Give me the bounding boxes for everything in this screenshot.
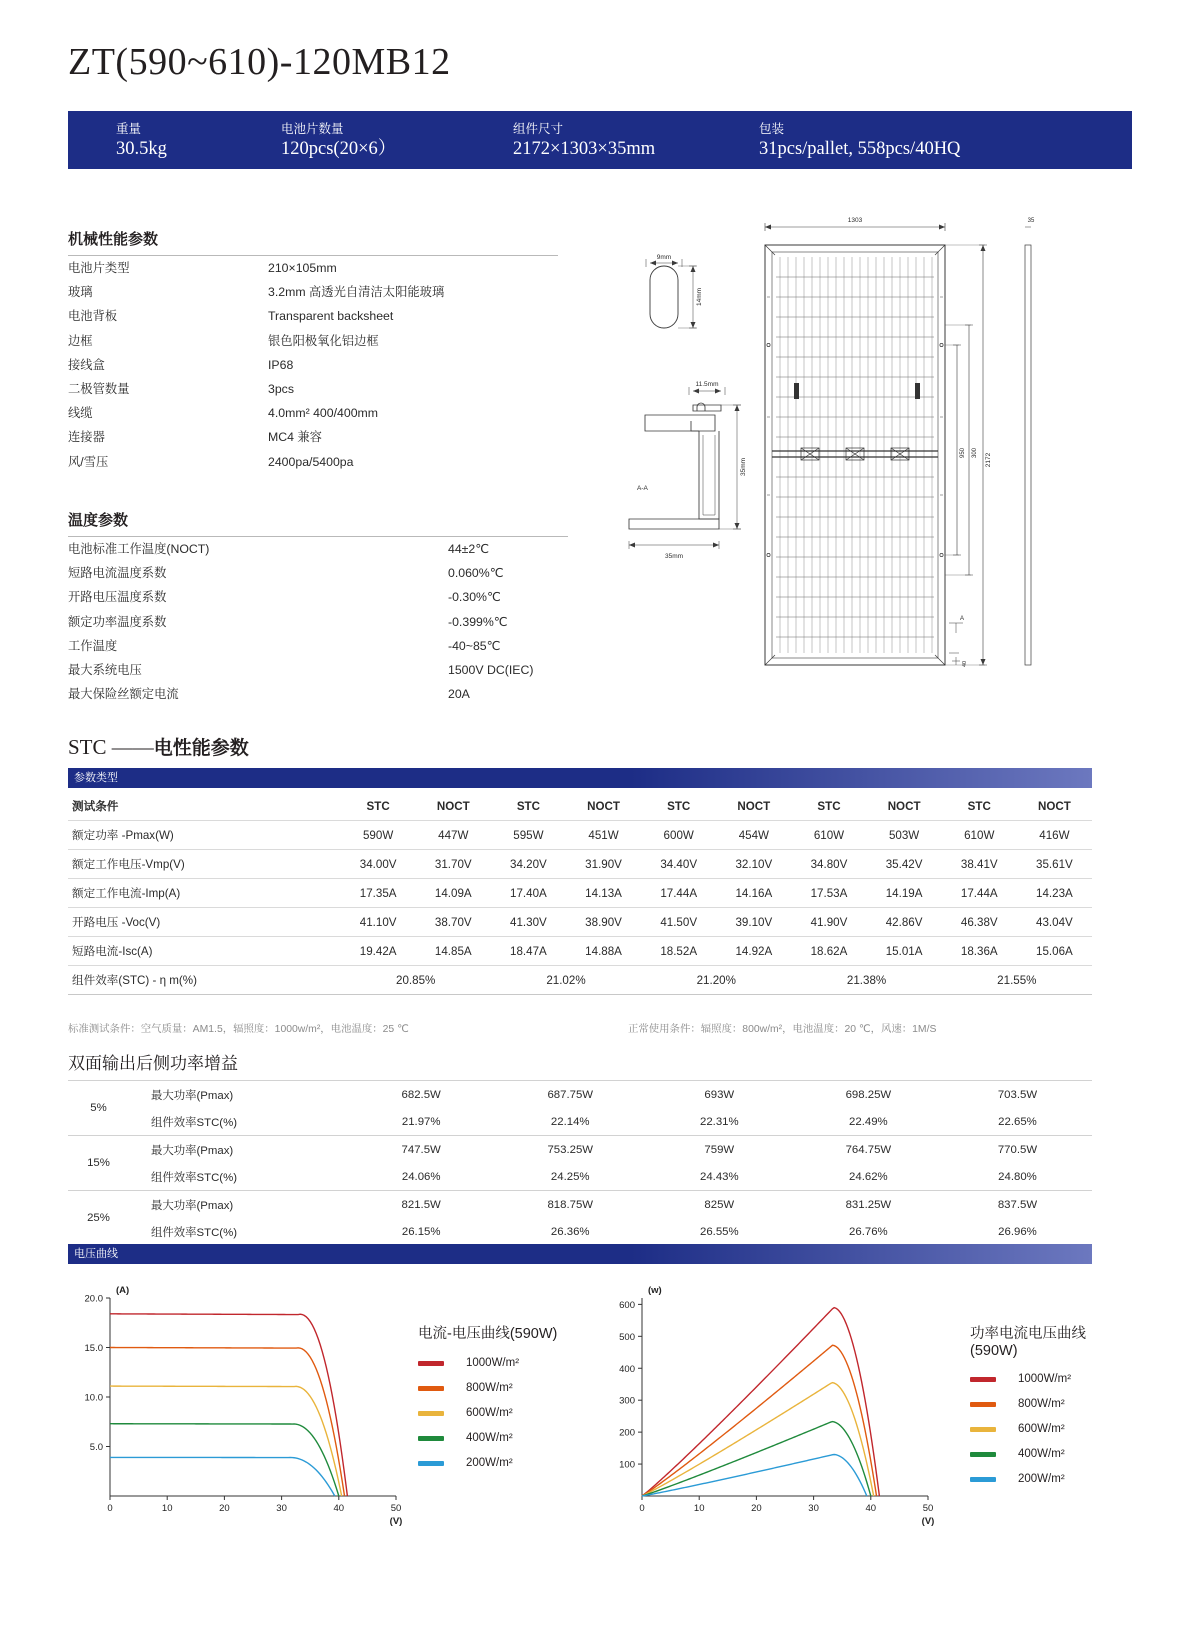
cell: 41.90V bbox=[791, 908, 866, 937]
svg-text:(A): (A) bbox=[116, 1285, 130, 1296]
cell: 26.76% bbox=[794, 1218, 943, 1246]
spec-row bbox=[68, 377, 558, 401]
spec-row bbox=[68, 634, 568, 658]
cell: 759W bbox=[645, 1136, 794, 1164]
row-label: 测试条件 bbox=[68, 792, 341, 821]
cell: 41.50V bbox=[641, 908, 716, 937]
row-label: 额定工作电流-Imp(A) bbox=[68, 879, 341, 908]
cell: 770.5W bbox=[943, 1136, 1092, 1164]
legend-color-swatch bbox=[970, 1452, 996, 1457]
iv-chart-svg bbox=[68, 1280, 408, 1530]
cell: 39.10V bbox=[716, 908, 791, 937]
iv-chart-title: 电流-电压曲线(590W) bbox=[418, 1326, 558, 1342]
summary-label: 电池片数量 bbox=[281, 121, 344, 136]
spec-row bbox=[68, 353, 558, 377]
table-row bbox=[68, 966, 1092, 995]
drawing-dim-35: 35 bbox=[1027, 218, 1035, 224]
cell: 26.15% bbox=[347, 1218, 496, 1246]
spec-row bbox=[68, 450, 558, 474]
summary-item-cell-count bbox=[281, 121, 513, 160]
spec-value: 3pcs bbox=[268, 382, 294, 397]
spec-key: 风/雪压 bbox=[68, 454, 109, 469]
cell: 18.52A bbox=[641, 937, 716, 966]
col-header: STC bbox=[341, 792, 416, 821]
cell: 503W bbox=[867, 821, 942, 850]
cell: 15.06A bbox=[1017, 937, 1092, 966]
cell: 698.25W bbox=[794, 1081, 943, 1109]
stc-heading bbox=[68, 733, 249, 760]
svg-text:300: 300 bbox=[619, 1395, 635, 1407]
drawing-dim-height: 2172 bbox=[985, 452, 992, 468]
cell: 764.75W bbox=[794, 1136, 943, 1164]
svg-text:5.0: 5.0 bbox=[89, 1442, 103, 1453]
cell: 41.10V bbox=[341, 908, 416, 937]
cell: 42.86V bbox=[867, 908, 942, 937]
svg-text:200: 200 bbox=[619, 1427, 635, 1439]
spec-value: 2400pa/5400pa bbox=[268, 454, 354, 469]
legend-color-swatch bbox=[970, 1402, 996, 1407]
svg-text:40: 40 bbox=[333, 1503, 345, 1514]
cell: 38.90V bbox=[566, 908, 641, 937]
drawing-hole-height: 14mm bbox=[696, 287, 703, 307]
svg-text:600: 600 bbox=[619, 1299, 635, 1311]
cell: 687.75W bbox=[496, 1081, 645, 1109]
row-label: 最大功率(Pmax) bbox=[129, 1081, 347, 1109]
cell: 17.53A bbox=[791, 879, 866, 908]
spec-value: 3.2mm 高透光自清洁太阳能玻璃 bbox=[268, 285, 445, 300]
spec-key: 短路电流温度系数 bbox=[68, 566, 167, 581]
svg-text:(V): (V) bbox=[921, 1516, 935, 1527]
svg-text:(V): (V) bbox=[389, 1516, 403, 1527]
summary-label: 包装 bbox=[759, 121, 785, 136]
table-row bbox=[68, 937, 1092, 966]
footnote-standard-conditions: 标准测试条件：空气质量：AM1.5，辐照度：1000w/m²，电池温度：25 ℃ bbox=[68, 1024, 409, 1035]
svg-text:10: 10 bbox=[693, 1503, 705, 1514]
spec-value: -0.30%℃ bbox=[448, 590, 501, 605]
spec-row bbox=[68, 401, 558, 425]
cell: 610W bbox=[942, 821, 1017, 850]
mechanical-title: 机械性能参数 bbox=[68, 228, 558, 256]
spec-key: 电池标准工作温度(NOCT) bbox=[68, 542, 210, 556]
col-header: NOCT bbox=[716, 792, 791, 821]
cell: 17.40A bbox=[491, 879, 566, 908]
cell: 21.20% bbox=[641, 966, 791, 995]
svg-text:400: 400 bbox=[619, 1363, 635, 1375]
drawing-svg bbox=[615, 205, 1115, 695]
col-header: STC bbox=[491, 792, 566, 821]
cell: 22.14% bbox=[550, 1115, 590, 1128]
svg-text:10: 10 bbox=[161, 1503, 173, 1514]
spec-row bbox=[68, 682, 568, 706]
spec-key: 最大系统电压 bbox=[68, 663, 142, 678]
temperature-title: 温度参数 bbox=[68, 509, 568, 537]
cell: 24.80% bbox=[998, 1170, 1037, 1183]
summary-item-packaging bbox=[759, 121, 1089, 160]
cell: 35.61V bbox=[1017, 850, 1092, 879]
temperature-rows bbox=[68, 537, 568, 706]
stc-heading-bold: 电性能参数 bbox=[153, 738, 249, 759]
spec-value: 0.060%℃ bbox=[448, 566, 504, 581]
spec-row bbox=[68, 329, 558, 353]
spec-value: 44±2℃ bbox=[448, 542, 490, 556]
svg-text:20.0: 20.0 bbox=[84, 1293, 103, 1305]
pv-chart-svg bbox=[600, 1280, 940, 1530]
summary-item-dimensions bbox=[513, 121, 759, 160]
cell: 34.20V bbox=[491, 850, 566, 879]
legend-color-swatch bbox=[418, 1361, 444, 1366]
legend-label: 200W/m² bbox=[466, 1457, 513, 1469]
cell: 610W bbox=[791, 821, 866, 850]
table-row bbox=[68, 1218, 1092, 1246]
cell: 17.44A bbox=[641, 879, 716, 908]
spec-key: 最大保险丝额定电流 bbox=[68, 687, 179, 702]
cell: 22.65% bbox=[998, 1115, 1037, 1128]
cell: 15.01A bbox=[867, 937, 942, 966]
bifacial-table bbox=[68, 1080, 1092, 1246]
legend-label: 800W/m² bbox=[1018, 1398, 1065, 1410]
page-title: ZT(590~610)-120MB12 bbox=[68, 41, 451, 83]
legend-item bbox=[970, 1398, 1120, 1410]
iv-legend bbox=[418, 1322, 557, 1482]
spec-key: 工作温度 bbox=[68, 638, 118, 653]
summary-value: 120pcs(20×6） bbox=[281, 138, 397, 159]
cell: 14.23A bbox=[1017, 879, 1092, 908]
summary-band bbox=[68, 111, 1132, 169]
spec-key: 玻璃 bbox=[68, 285, 93, 300]
summary-item-weight bbox=[116, 121, 281, 160]
legend-label: 1000W/m² bbox=[1018, 1373, 1072, 1385]
cell: 34.80V bbox=[791, 850, 866, 879]
panel-technical-drawing bbox=[615, 205, 1115, 695]
cell: 31.70V bbox=[416, 850, 491, 879]
summary-value: 30.5kg bbox=[116, 138, 167, 159]
cell: 21.02% bbox=[491, 966, 641, 995]
spec-key: 二极管数量 bbox=[68, 382, 130, 397]
footnote-normal-conditions: 正常使用条件：辐照度：800w/m²，电池温度：20 ℃，风速：1M/S bbox=[628, 1024, 937, 1035]
cell: 595W bbox=[491, 821, 566, 850]
spec-row bbox=[68, 425, 558, 449]
cell: 17.35A bbox=[341, 879, 416, 908]
bifacial-pct: 25% bbox=[68, 1191, 129, 1246]
legend-label: 200W/m² bbox=[1018, 1473, 1065, 1485]
cell: 825W bbox=[645, 1191, 794, 1219]
cell: 753.25W bbox=[496, 1136, 645, 1164]
drawing-frame-width: 11.5mm bbox=[695, 381, 719, 388]
spec-value: 20A bbox=[448, 687, 470, 702]
pv-chart-title: 功率电流电压曲线(590W) bbox=[970, 1326, 1086, 1359]
legend-label: 400W/m² bbox=[1018, 1448, 1065, 1460]
row-label: 组件效率STC(%) bbox=[150, 1116, 238, 1129]
legend-color-swatch bbox=[970, 1427, 996, 1432]
cell: 590W bbox=[341, 821, 416, 850]
table-row bbox=[68, 879, 1092, 908]
cell: 14.13A bbox=[566, 879, 641, 908]
drawing-section-mark: A bbox=[960, 616, 965, 622]
spec-row bbox=[68, 280, 558, 304]
row-label: 额定功率 -Pmax(W) bbox=[68, 821, 341, 850]
svg-text:20: 20 bbox=[219, 1503, 230, 1514]
spec-key: 电池片类型 bbox=[68, 261, 130, 275]
spec-value: Transparent backsheet bbox=[268, 309, 394, 324]
spec-row bbox=[68, 610, 568, 634]
cell: 21.55% bbox=[942, 966, 1092, 995]
col-header: NOCT bbox=[867, 792, 942, 821]
table-row bbox=[68, 792, 1092, 821]
row-label: 组件效率(STC) - η m(%) bbox=[68, 966, 341, 995]
spec-value: -0.399%℃ bbox=[448, 614, 508, 629]
table-row bbox=[68, 1108, 1092, 1136]
spec-key: 线缆 bbox=[68, 406, 93, 421]
cell: 43.04V bbox=[1017, 908, 1092, 937]
svg-text:40: 40 bbox=[865, 1503, 877, 1514]
legend-label: 800W/m² bbox=[466, 1382, 513, 1394]
svg-text:30: 30 bbox=[276, 1503, 287, 1514]
cell: 26.36% bbox=[496, 1218, 645, 1246]
svg-text:0: 0 bbox=[107, 1503, 113, 1514]
spec-row bbox=[68, 537, 568, 561]
cell: 600W bbox=[641, 821, 716, 850]
spec-key: 连接器 bbox=[68, 430, 105, 445]
cell: 451W bbox=[566, 821, 641, 850]
cell: 818.75W bbox=[496, 1191, 645, 1219]
cell: 24.43% bbox=[699, 1170, 739, 1183]
spec-value: 1500V DC(IEC) bbox=[448, 663, 534, 678]
cell: 703.5W bbox=[943, 1081, 1092, 1109]
spec-key: 额定功率温度系数 bbox=[68, 614, 167, 629]
col-header: STC bbox=[641, 792, 716, 821]
spec-value: 4.0mm² 400/400mm bbox=[268, 406, 379, 421]
table-row bbox=[68, 1163, 1092, 1191]
cell: 24.06% bbox=[401, 1170, 441, 1183]
spec-row bbox=[68, 658, 568, 682]
legend-color-swatch bbox=[970, 1377, 996, 1382]
cell: 32.10V bbox=[716, 850, 791, 879]
col-header: NOCT bbox=[1017, 792, 1092, 821]
cell: 34.40V bbox=[641, 850, 716, 879]
spec-key: 开路电压温度系数 bbox=[68, 590, 167, 605]
table-row bbox=[68, 1191, 1092, 1219]
svg-text:(w): (w) bbox=[648, 1285, 662, 1296]
row-label: 最大功率(Pmax) bbox=[129, 1136, 347, 1164]
stc-table bbox=[68, 792, 1092, 995]
bifacial-pct: 5% bbox=[68, 1081, 129, 1136]
legend-item bbox=[970, 1423, 1120, 1435]
stc-bar-label: 参数类型 bbox=[68, 768, 1092, 788]
summary-value: 2172×1303×35mm bbox=[513, 138, 656, 159]
spec-row bbox=[68, 304, 558, 328]
cell: 18.47A bbox=[491, 937, 566, 966]
cell: 21.38% bbox=[791, 966, 941, 995]
cell: 20.85% bbox=[341, 966, 491, 995]
svg-text:50: 50 bbox=[922, 1503, 934, 1514]
cell: 38.41V bbox=[942, 850, 1017, 879]
spec-row bbox=[68, 585, 568, 609]
legend-item bbox=[970, 1373, 1120, 1385]
stc-footnote bbox=[68, 1020, 1092, 1035]
cell: 14.16A bbox=[716, 879, 791, 908]
table-row bbox=[68, 850, 1092, 879]
svg-text:100: 100 bbox=[619, 1459, 635, 1471]
cell: 454W bbox=[716, 821, 791, 850]
cell: 447W bbox=[416, 821, 491, 850]
cell: 837.5W bbox=[943, 1191, 1092, 1219]
legend-color-swatch bbox=[418, 1386, 444, 1391]
cell: 22.49% bbox=[849, 1115, 888, 1128]
spec-value: 210×105mm bbox=[268, 261, 337, 275]
legend-color-swatch bbox=[418, 1411, 444, 1416]
cell: 19.42A bbox=[341, 937, 416, 966]
svg-text:10.0: 10.0 bbox=[84, 1392, 103, 1404]
spec-key: 电池背板 bbox=[68, 309, 118, 324]
cell: 24.25% bbox=[550, 1170, 590, 1183]
bifacial-title: 双面输出后侧功率增益 bbox=[68, 1054, 238, 1073]
row-label: 组件效率STC(%) bbox=[150, 1171, 238, 1184]
col-header: NOCT bbox=[566, 792, 641, 821]
spec-key: 接线盒 bbox=[68, 357, 105, 372]
mechanical-rows bbox=[68, 256, 558, 474]
legend-color-swatch bbox=[418, 1436, 444, 1441]
spec-key: 边框 bbox=[68, 333, 93, 348]
cell: 35.42V bbox=[867, 850, 942, 879]
spec-value: IP68 bbox=[268, 357, 294, 372]
temperature-section bbox=[68, 509, 568, 706]
drawing-hole-width: 9mm bbox=[656, 254, 672, 261]
cell: 18.62A bbox=[791, 937, 866, 966]
legend-item bbox=[418, 1457, 557, 1469]
svg-text:20: 20 bbox=[751, 1503, 762, 1514]
svg-text:30: 30 bbox=[808, 1503, 819, 1514]
cell: 17.44A bbox=[942, 879, 1017, 908]
row-label: 最大功率(Pmax) bbox=[129, 1191, 347, 1219]
cell: 14.88A bbox=[566, 937, 641, 966]
summary-value: 31pcs/pallet, 558pcs/40HQ bbox=[759, 138, 961, 159]
spec-value: 银色阳极氧化铝边框 bbox=[268, 333, 379, 348]
cell: 21.97% bbox=[401, 1115, 441, 1128]
pv-legend bbox=[970, 1322, 1120, 1498]
row-label: 额定工作电压-Vmp(V) bbox=[68, 850, 341, 879]
curves-bar-label: 电压曲线 bbox=[68, 1244, 1092, 1264]
cell: 24.62% bbox=[849, 1170, 888, 1183]
drawing-frame-height: 35mm bbox=[740, 457, 747, 477]
cell: 14.85A bbox=[416, 937, 491, 966]
cell: 682.5W bbox=[347, 1081, 496, 1109]
cell: 26.96% bbox=[943, 1218, 1092, 1246]
svg-text:500: 500 bbox=[619, 1331, 635, 1343]
svg-text:15.0: 15.0 bbox=[84, 1343, 103, 1354]
svg-text:50: 50 bbox=[390, 1503, 402, 1514]
drawing-dim-950: 950 bbox=[960, 447, 966, 459]
cell: 693W bbox=[645, 1081, 794, 1109]
col-header: NOCT bbox=[416, 792, 491, 821]
cell: 831.25W bbox=[794, 1191, 943, 1219]
spec-value: -40~85℃ bbox=[448, 638, 501, 653]
legend-label: 600W/m² bbox=[1018, 1423, 1065, 1435]
row-label: 组件效率STC(%) bbox=[129, 1218, 347, 1246]
table-row bbox=[68, 1081, 1092, 1109]
cell: 747.5W bbox=[347, 1136, 496, 1164]
mechanical-section bbox=[68, 228, 558, 474]
cell: 14.92A bbox=[716, 937, 791, 966]
cell: 26.55% bbox=[645, 1218, 794, 1246]
pv-curve-chart bbox=[600, 1280, 1120, 1570]
legend-item bbox=[970, 1448, 1120, 1460]
cell: 41.30V bbox=[491, 908, 566, 937]
cell: 38.70V bbox=[416, 908, 491, 937]
cell: 821.5W bbox=[347, 1191, 496, 1219]
cell: 34.00V bbox=[341, 850, 416, 879]
drawing-dim-width: 1303 bbox=[847, 217, 863, 224]
stc-heading-prefix: STC —— bbox=[68, 735, 154, 759]
legend-item bbox=[418, 1407, 557, 1419]
spec-row bbox=[68, 561, 568, 585]
spec-row bbox=[68, 256, 558, 280]
table-row bbox=[68, 821, 1092, 850]
drawing-frame-base: 35mm bbox=[664, 553, 684, 560]
cell: 18.36A bbox=[942, 937, 1017, 966]
spec-value: MC4 兼容 bbox=[268, 430, 322, 445]
legend-label: 600W/m² bbox=[466, 1407, 513, 1419]
legend-label: 400W/m² bbox=[466, 1432, 513, 1444]
col-header: STC bbox=[791, 792, 866, 821]
table-row bbox=[68, 1136, 1092, 1164]
col-header: STC bbox=[942, 792, 1017, 821]
row-label: 开路电压 -Voc(V) bbox=[68, 908, 341, 937]
cell: 46.38V bbox=[942, 908, 1017, 937]
legend-color-swatch bbox=[970, 1477, 996, 1482]
table-row bbox=[68, 908, 1092, 937]
svg-text:0: 0 bbox=[639, 1503, 645, 1514]
cell: 14.09A bbox=[416, 879, 491, 908]
bifacial-pct: 15% bbox=[68, 1136, 129, 1191]
legend-color-swatch bbox=[418, 1461, 444, 1466]
cell: 22.31% bbox=[699, 1115, 739, 1128]
drawing-dim-300: 300 bbox=[972, 447, 978, 459]
legend-item bbox=[418, 1357, 557, 1369]
legend-item bbox=[418, 1432, 557, 1444]
summary-label: 组件尺寸 bbox=[513, 121, 564, 136]
legend-item bbox=[970, 1473, 1120, 1485]
summary-label: 重量 bbox=[116, 121, 142, 136]
drawing-section-label: A-A bbox=[637, 485, 648, 492]
row-label: 短路电流-Isc(A) bbox=[68, 937, 341, 966]
cell: 31.90V bbox=[566, 850, 641, 879]
legend-item bbox=[418, 1382, 557, 1394]
legend-label: 1000W/m² bbox=[466, 1357, 520, 1369]
cell: 14.19A bbox=[867, 879, 942, 908]
cell: 416W bbox=[1017, 821, 1092, 850]
drawing-dim-40: 40 bbox=[962, 660, 968, 667]
iv-curve-chart bbox=[68, 1280, 588, 1570]
